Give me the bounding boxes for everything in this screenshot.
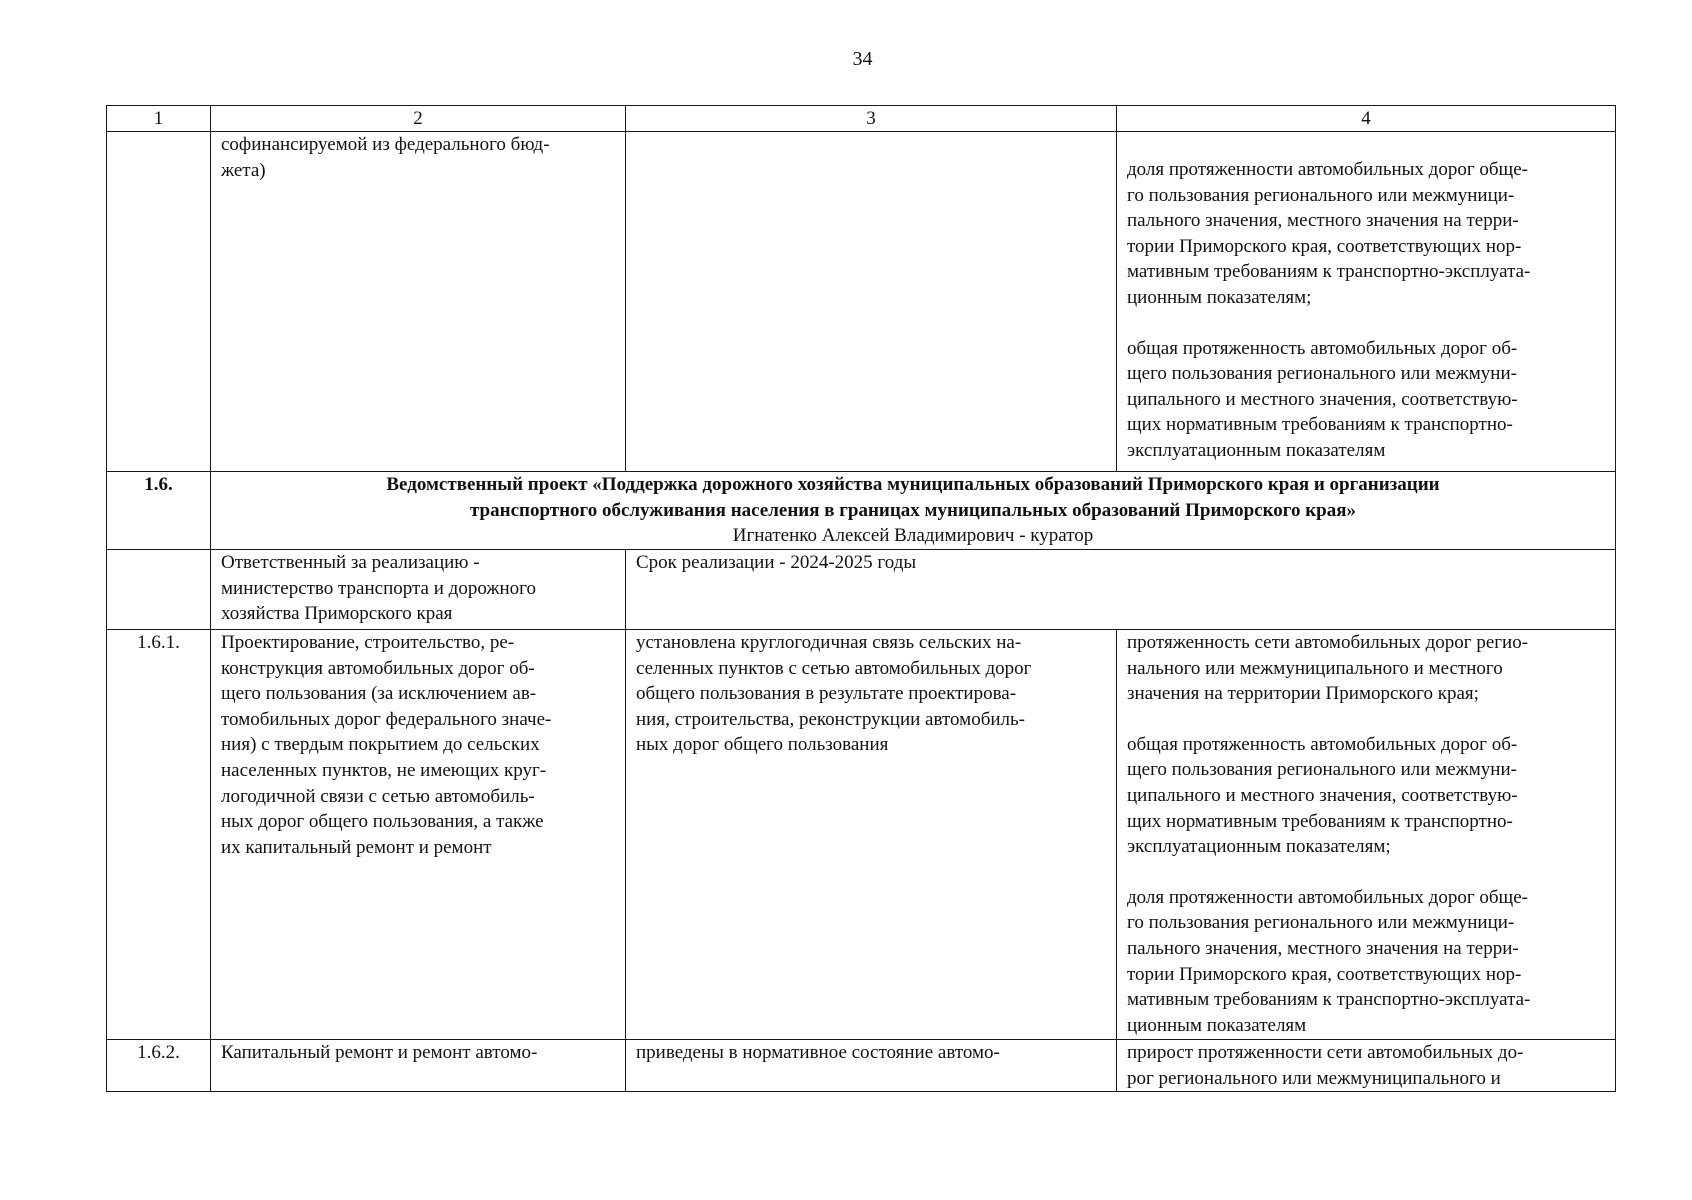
row-1-6-1-task-text: Проектирование, строительство, ре- конструкция автомобильных дорог об- щего пользования (за исключением ав- томобильных дорог федерального значе- ния) с твердым покрытием до сельских населенных пунктов, не имеющих круг- логодичной связи с сетью автомобиль- ных дорог общего пользования, а также их капитальный ремонт и ремонт: [221, 632, 552, 858]
responsible-num-cell: [107, 550, 211, 630]
row-1-6-1-indicator-3: доля протяженности автомобильных дорог обще- го пользования регионального или межмуници- пального значения, местного значения на терри- тории Приморского края, соответствующих нор- мативным требованиям к транспортно-эксплуата- ционным показателям: [1127, 886, 1531, 1036]
header-cell-1: 1: [107, 106, 211, 132]
row-1-6-2-indicator: [1117, 1040, 1616, 1092]
row-1-6-2-result-text: приведены в нормативное состояние автомо-: [636, 1042, 1000, 1063]
table-row-1-6-1: [107, 630, 1616, 1040]
table-row-1-6-2: [107, 1040, 1616, 1092]
row-1-6-1-indicator-2: общая протяженность автомобильных дорог об- щего пользования регионального или межмуни- ципального и местного значения, соответствую- щих нормативным требованиям к транспортно- эксплуатационным показателям;: [1127, 733, 1518, 858]
row-1-6-2-number: 1.6.2.: [107, 1040, 211, 1092]
header-cell-2: 2: [211, 106, 626, 132]
row-1-6-2-result: [626, 1040, 1117, 1092]
program-table: [106, 105, 1616, 1092]
row-1-6-1-indicator-1: протяженность сети автомобильных дорог регио- нального или межмуниципального и местного значения на территории Приморского края;: [1127, 632, 1529, 705]
row-1-6-2-indicator-text: прирост протяженности сети автомобильных до- рог регионального или межмуниципального и: [1127, 1042, 1524, 1089]
cont-indicator-2: общая протяженность автомобильных дорог об- щего пользования регионального или межмуни- ципального и местного значения, соответствую- щих нормативным требованиям к транспортно- эксплуатационным показателям: [1127, 337, 1518, 461]
row-1-6-1-task: [211, 630, 626, 1040]
project-row: [107, 472, 1616, 550]
term-cell: [626, 550, 1616, 630]
cont-num-cell: [107, 132, 211, 472]
row-1-6-1-indicators: [1117, 630, 1616, 1040]
project-curator: Игнатенко Алексей Владимирович - куратор: [732, 525, 1094, 547]
responsible-text: Ответственный за реализацию - министерство транспорта и дорожного хозяйства Приморского края: [221, 552, 536, 625]
cont-indicators-cell: [1117, 132, 1616, 472]
cont-task-cell: [211, 132, 626, 472]
row-1-6-1-result: [626, 630, 1117, 1040]
row-1-6-1-result-text: установлена круглогодичная связь сельских на- селенных пунктов с сетью автомобильных дорог общего пользования в результате проектирова- ния, строительства, реконструкции автомобиль- ных дорог общего пользования: [636, 632, 1032, 756]
table-header-row: [107, 106, 1616, 132]
project-title-cell: [211, 472, 1616, 550]
responsible-row: [107, 550, 1616, 630]
project-number: 1.6.: [107, 472, 211, 550]
row-1-6-2-task-text: Капитальный ремонт и ремонт автомо-: [221, 1042, 538, 1063]
header-cell-3: 3: [626, 106, 1117, 132]
row-1-6-2-task: [211, 1040, 626, 1092]
table-row-continuation: [107, 132, 1616, 472]
page-number: 34: [852, 48, 873, 70]
project-title: Ведомственный проект «Поддержка дорожного хозяйства муниципальных образований Приморского края и организации транспортного обслуживания населения в границах муниципальных образований Приморского края»: [386, 474, 1440, 521]
row-1-6-1-number: 1.6.1.: [107, 630, 211, 1040]
term-text: Срок реализации - 2024-2025 годы: [636, 552, 917, 573]
responsible-cell: [211, 550, 626, 630]
cont-result-cell: [626, 132, 1117, 472]
cont-indicator-1: доля протяженности автомобильных дорог обще- го пользования регионального или межмуници- пального значения, местного значения на терри- тории Приморского края, соответствующих нор- мативным требованиям к транспортно-эксплуата- ционным показателям;: [1127, 159, 1531, 308]
header-cell-4: 4: [1117, 106, 1616, 132]
cont-task-text: софинансируемой из федерального бюд- жета): [221, 134, 550, 181]
